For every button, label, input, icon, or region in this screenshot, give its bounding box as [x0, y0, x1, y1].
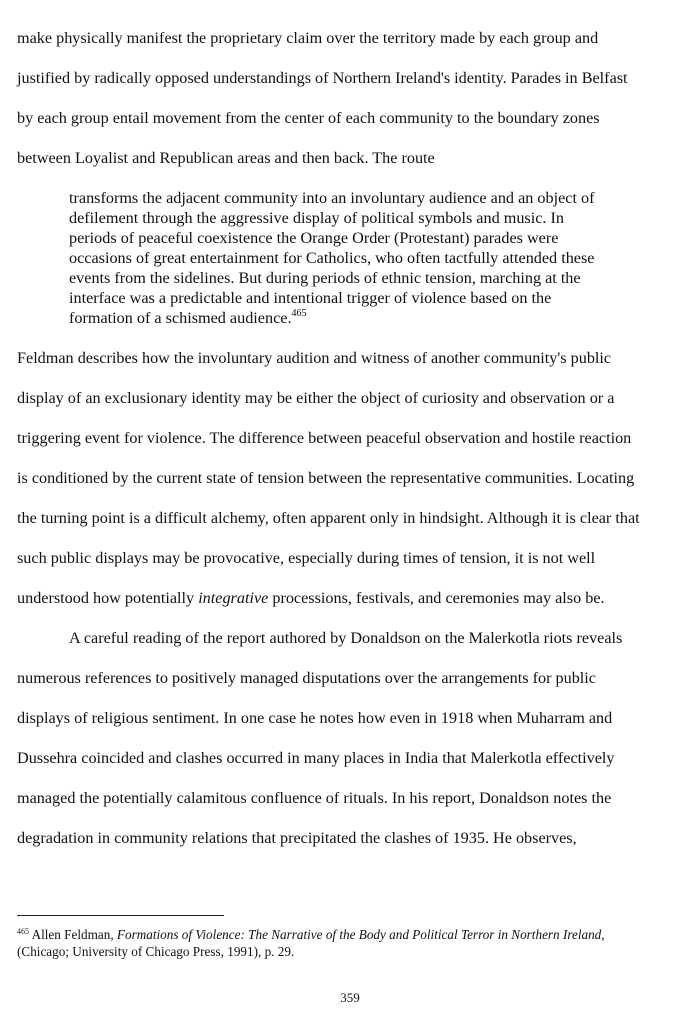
block-quote-line: defilement through the aggressive display of political symbols and music. In	[69, 209, 564, 227]
footnote-number: 465	[17, 927, 29, 936]
page-number: 359	[340, 990, 360, 1005]
block-quote-line: periods of peaceful coexistence the Orange Order (Protestant) parades were	[69, 229, 559, 247]
body-text-line: by each group entail movement from the center of each community to the boundary zones	[17, 109, 600, 127]
body-text-line: is conditioned by the current state of tension between the representative communities. Locating	[17, 469, 635, 487]
body-text-line: numerous references to positively managed disputations over the arrangements for public	[17, 669, 596, 687]
body-text-line	[17, 588, 605, 608]
block-quote-line: events from the sidelines. But during periods of ethnic tension, marching at the	[69, 269, 581, 287]
footnote-line: (Chicago; University of Chicago Press, 1991), p. 29.	[17, 944, 295, 959]
body-text-line: Dussehra coincided and clashes occurred in many places in India that Malerkotla effectively	[17, 749, 615, 767]
block-quote-line	[69, 308, 307, 328]
body-text-line: make physically manifest the proprietary claim over the territory made by each group and	[17, 29, 599, 47]
body-text: processions, festivals, and ceremonies may also be.	[268, 589, 605, 607]
block-quote-line: occasions of great entertainment for Catholics, who often tactfully attended these	[69, 249, 595, 267]
italic-emphasis: integrative	[198, 589, 269, 607]
block-quote-text: formation of a schismed audience.	[69, 309, 292, 327]
body-text-line: between Loyalist and Republican areas and then back. The route	[17, 149, 435, 167]
body-text-line: justified by radically opposed understandings of Northern Ireland's identity. Parades in Belfast	[17, 69, 628, 87]
footnote-reference[interactable]: 465	[291, 308, 307, 319]
body-text-line: managed the potentially calamitous confluence of rituals. In his report, Donaldson notes the	[17, 789, 612, 807]
footnote-title: Formations of Violence: The Narrative of the Body and Political Terror in Northern Ireland	[116, 927, 602, 942]
footnote	[17, 927, 605, 943]
body-text-line: Feldman describes how the involuntary audition and witness of another community's public	[17, 349, 612, 367]
block-quote-line: interface was a predictable and intentional trigger of violence based on the	[69, 289, 552, 307]
footnote-author: Allen Feldman,	[29, 927, 117, 942]
footnote-separator	[17, 915, 224, 916]
body-text-line: such public displays may be provocative, especially during times of tension, it is not well	[17, 549, 596, 567]
block-quote-line: transforms the adjacent community into an involuntary audience and an object of	[69, 189, 595, 207]
body-text-line: displays of religious sentiment. In one case he notes how even in 1918 when Muharram and	[17, 709, 613, 727]
body-text-line: degradation in community relations that precipitated the clashes of 1935. He observes,	[17, 829, 577, 847]
footnote-punctuation: ,	[601, 927, 605, 942]
body-text-line: triggering event for violence. The difference between peaceful observation and hostile reaction	[17, 429, 632, 447]
body-text-line: display of an exclusionary identity may be either the object of curiosity and observation or a	[17, 389, 615, 407]
body-text-line: A careful reading of the report authored by Donaldson on the Malerkotla riots reveals	[69, 629, 623, 647]
body-text: understood how potentially	[17, 589, 199, 607]
body-text-line: the turning point is a difficult alchemy, often apparent only in hindsight. Although it is clear that	[17, 509, 640, 527]
